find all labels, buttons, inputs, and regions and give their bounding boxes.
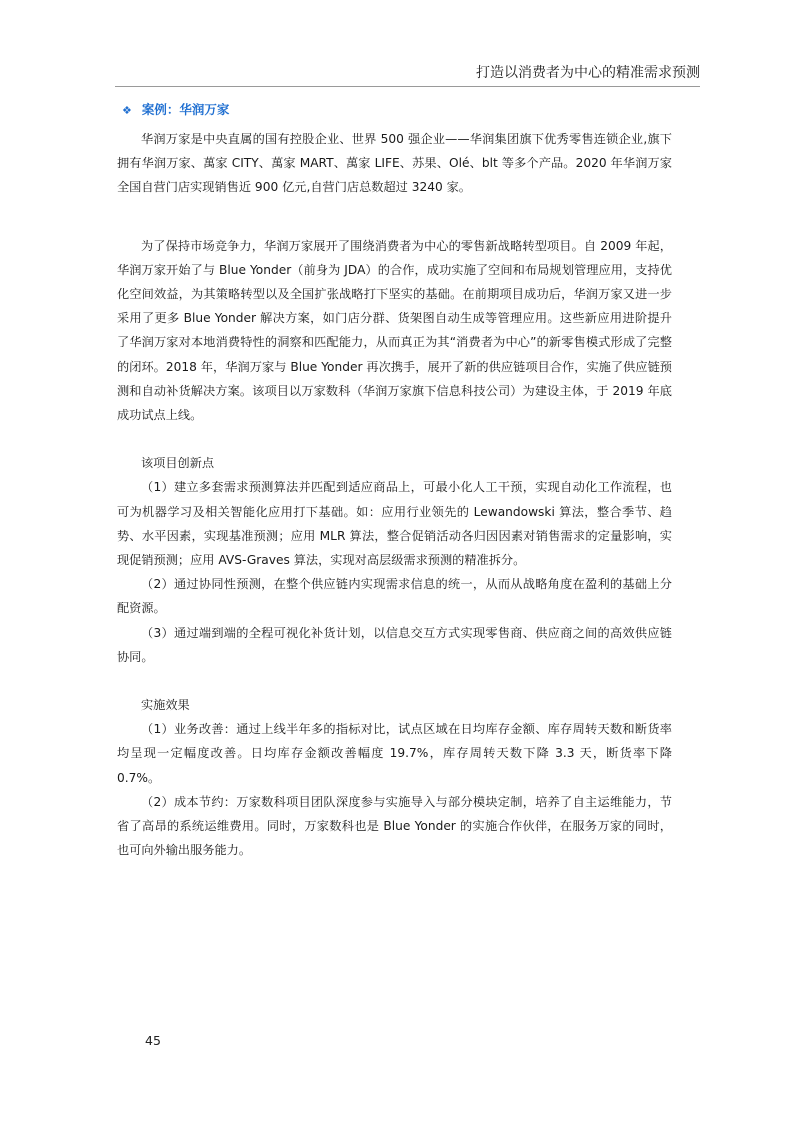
innovation-item: （3）通过端到端的全程可视化补货计划，以信息交互方式实现零售商、供应商之间的高效供应链协同。 — [117, 625, 672, 664]
effects-label: 实施效果 — [141, 698, 190, 713]
running-header-title: 打造以消费者为中心的精准需求预测 — [476, 65, 700, 81]
spacer — [117, 669, 672, 693]
innovation-item: （2）通过协同性预测，在整个供应链内实现需求信息的统一，从而从战略角度在盈利的基础上分配资源。 — [117, 577, 672, 616]
section-heading — [122, 100, 229, 118]
effects-item: （2）成本节约：万家数科项目团队深度参与实施导入与部分模块定制，培养了自主运维能力，节省了高昂的系统运维费用。同时，万家数科也是 Blue Yonder 的实施合作伙伴，在服务万家的同时，也可向外输出服务能力。 — [117, 794, 672, 858]
spacer — [117, 427, 672, 451]
intro-paragraph: 华润万家是中央直属的国有控股企业、世界 500 强企业——华润集团旗下优秀零售连锁企业,旗下拥有华润万家、萬家 CITY、萬家 MART、萬家 LIFE、苏果、Olé、blt 等多个产品。2020 年华润万家全国自营门店实现销售近 900 亿元,自营门店总数超过 3240 家。 — [117, 132, 672, 195]
strategy-paragraph: 为了保持市场竞争力，华润万家展开了围绕消费者为中心的零售新战略转型项目。自 2009 年起，华润万家开始了与 Blue Yonder（前身为 JDA）的合作，成功实施了空间和布局规划管理应用，支持优化空间效益，为其策略转型以及全国扩张战略打下坚实的基础。在前期项目成功后，华润万家又进一步采用了更多 Blue Yonder 解决方案，如门店分群、货架图自动生成等管理应用。这些新应用进阶提升了华润万家对本地消费特性的洞察和匹配能力，从而真正为其“消费者为中心”的新零售模式形成了完整的闭环。2018 年，华润万家与 Blue Yonder 再次携手，展开了新的供应链项目合作，实施了供应链预测和自动补货解决方案。该项目以万家数科（华润万家旗下信息科技公司）为建设主体，于 2019 年底成功试点上线。 — [117, 238, 672, 423]
document-body — [117, 127, 672, 862]
diamond-bullet-icon: ❖ — [122, 104, 132, 117]
spacer — [117, 200, 672, 234]
header-divider — [115, 86, 700, 87]
page-number: 45 — [145, 1033, 161, 1048]
innovation-item: （1）建立多套需求预测算法并匹配到适应商品上，可最小化人工干预，实现自动化工作流程，也可为机器学习及相关智能化应用打下基础。如：应用行业领先的 Lewandowski 算法，整合季节、趋势、水平因素，实现基准预测；应用 MLR 算法，整合促销活动各归因因素对销售需求的定量影响，实现促销预测；应用 AVS-Graves 算法，实现对高层级需求预测的精准拆分。 — [117, 480, 672, 568]
innovation-label: 该项目创新点 — [141, 456, 215, 471]
section-heading-text: 案例：华润万家 — [141, 102, 230, 117]
effects-item: （1）业务改善：通过上线半年多的指标对比，试点区域在日均库存金额、库存周转天数和断货率均呈现一定幅度改善。日均库存金额改善幅度 19.7%，库存周转天数下降 3.3 天，断货率下降 0.7%。 — [117, 722, 672, 785]
